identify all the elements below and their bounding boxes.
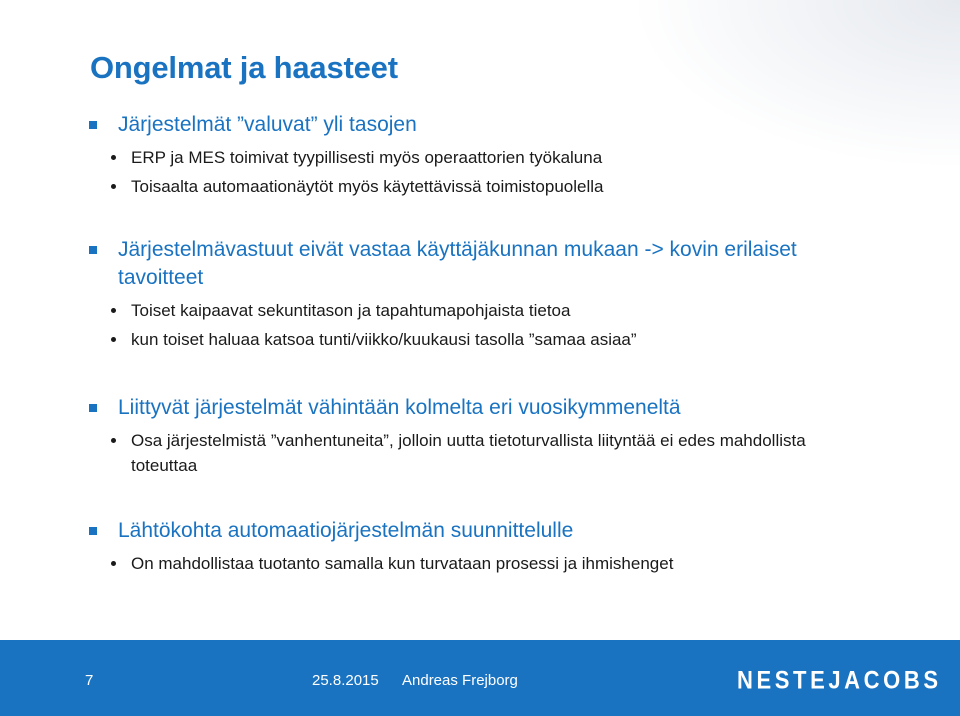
bullet-item (131, 174, 861, 199)
footer-date: 25.8.2015 (312, 672, 379, 689)
section-heading (118, 394, 838, 422)
bullet-text: On mahdollistaa tuotanto samalla kun turvataan prosessi ja ihmishenget (131, 554, 674, 573)
footer-author: Andreas Frejborg (402, 672, 518, 689)
bullet-item (131, 145, 861, 170)
bullet-item (131, 551, 861, 576)
square-bullet-icon (89, 121, 97, 129)
round-bullet-icon (111, 184, 116, 189)
section-heading (118, 236, 838, 292)
slide-title: Ongelmat ja haasteet (90, 50, 398, 85)
square-bullet-icon (89, 527, 97, 535)
footer-bar (0, 640, 960, 716)
bullet-item (131, 428, 861, 478)
bullet-text: Toisaalta automaationäytöt myös käytettävissä toimistopuolella (131, 177, 604, 196)
section-heading (118, 111, 838, 139)
company-logo: NESTEJACOBS (737, 666, 942, 694)
bullet-item (131, 298, 861, 323)
section-heading-text: Järjestelmät ”valuvat” yli tasojen (118, 113, 417, 136)
round-bullet-icon (111, 308, 116, 313)
round-bullet-icon (111, 337, 116, 342)
section-4 (0, 517, 960, 576)
bullet-text: kun toiset haluaa katsoa tunti/viikko/kuukausi tasolla ”samaa asiaa” (131, 330, 637, 349)
section-heading-text: Järjestelmävastuut eivät vastaa käyttäjäkunnan mukaan -> kovin erilaiset tavoitteet (118, 238, 797, 289)
round-bullet-icon (111, 438, 116, 443)
bullet-text: Osa järjestelmistä ”vanhentuneita”, jolloin uutta tietoturvallista liityntää ei edes mahdollista toteuttaa (131, 431, 806, 475)
section-3 (0, 394, 960, 478)
section-heading-text: Lähtökohta automaatiojärjestelmän suunnittelulle (118, 519, 574, 542)
bullet-text: ERP ja MES toimivat tyypillisesti myös operaattorien työkaluna (131, 148, 603, 167)
page-number: 7 (85, 672, 94, 689)
bullet-item (131, 327, 861, 352)
square-bullet-icon (89, 246, 97, 254)
square-bullet-icon (89, 404, 97, 412)
section-2 (0, 236, 960, 352)
section-1 (0, 111, 960, 199)
round-bullet-icon (111, 155, 116, 160)
round-bullet-icon (111, 561, 116, 566)
section-heading (118, 517, 838, 545)
section-heading-text: Liittyvät järjestelmät vähintään kolmelta eri vuosikymmeneltä (118, 396, 681, 419)
bullet-text: Toiset kaipaavat sekuntitason ja tapahtumapohjaista tietoa (131, 301, 571, 320)
